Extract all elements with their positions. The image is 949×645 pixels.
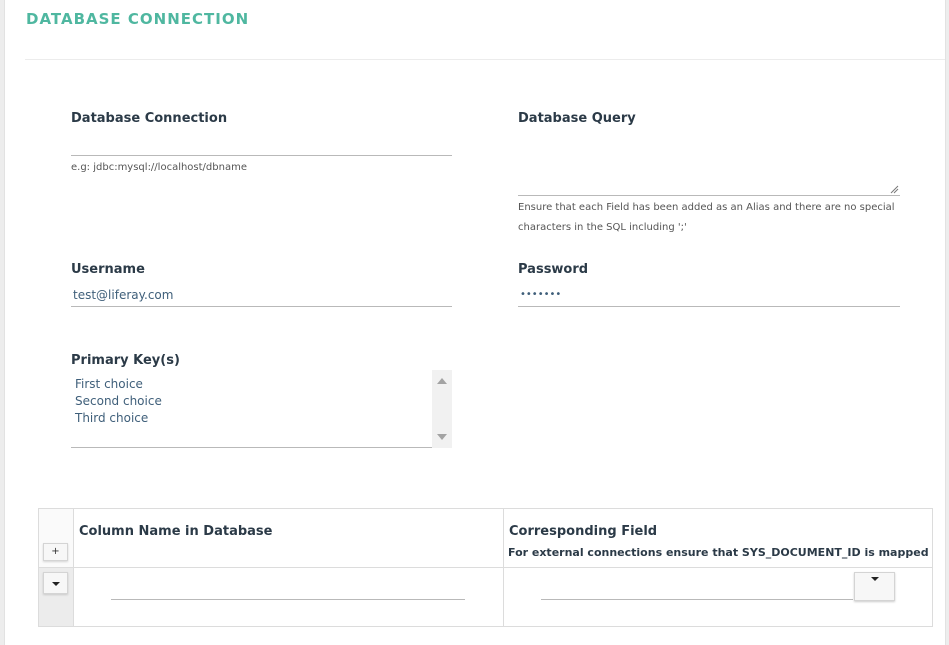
db-connection-hint: e.g: jdbc:mysql://localhost/dbname xyxy=(71,162,247,173)
field-select[interactable] xyxy=(541,599,853,600)
resize-grip-icon[interactable] xyxy=(890,185,899,194)
row-menu-button[interactable] xyxy=(43,572,68,594)
password-input[interactable] xyxy=(518,283,900,307)
list-item[interactable]: Second choice xyxy=(75,394,162,408)
username-label: Username xyxy=(71,262,145,277)
list-item[interactable]: Third choice xyxy=(75,411,149,425)
caret-down-icon xyxy=(871,577,879,581)
primary-keys-label: Primary Key(s) xyxy=(71,353,180,368)
corresponding-field-subheader: For external connections ensure that SYS_DOCUMENT_ID is mapped xyxy=(508,546,929,559)
listbox-scrollbar[interactable] xyxy=(432,370,452,448)
db-connection-label: Database Connection xyxy=(71,111,228,126)
db-connection-input[interactable] xyxy=(71,134,452,156)
column-name-header: Column Name in Database xyxy=(79,524,273,539)
username-input[interactable] xyxy=(71,283,452,307)
row-divider xyxy=(39,567,932,568)
field-dropdown-button[interactable] xyxy=(854,572,895,601)
scroll-up-arrow-icon[interactable] xyxy=(437,378,447,384)
primary-keys-listbox[interactable] xyxy=(71,370,452,448)
list-item[interactable]: First choice xyxy=(75,377,143,391)
database-connection-panel xyxy=(4,0,946,645)
mapping-table xyxy=(38,508,933,627)
scroll-down-arrow-icon[interactable] xyxy=(437,434,447,440)
title-divider xyxy=(25,59,945,60)
panel-title: DATABASE CONNECTION xyxy=(26,10,250,28)
db-query-hint-line1: Ensure that each Field has been added as an Alias and there are no special xyxy=(518,202,895,213)
caret-down-icon xyxy=(52,582,60,586)
add-row-button[interactable]: + xyxy=(43,543,68,561)
db-query-label: Database Query xyxy=(518,111,636,126)
column-name-input[interactable] xyxy=(111,599,465,600)
corresponding-field-header: Corresponding Field xyxy=(509,524,658,539)
db-query-hint-line2: characters in the SQL including ';' xyxy=(518,222,687,233)
db-query-textarea[interactable] xyxy=(518,134,900,196)
password-label: Password xyxy=(518,262,589,277)
